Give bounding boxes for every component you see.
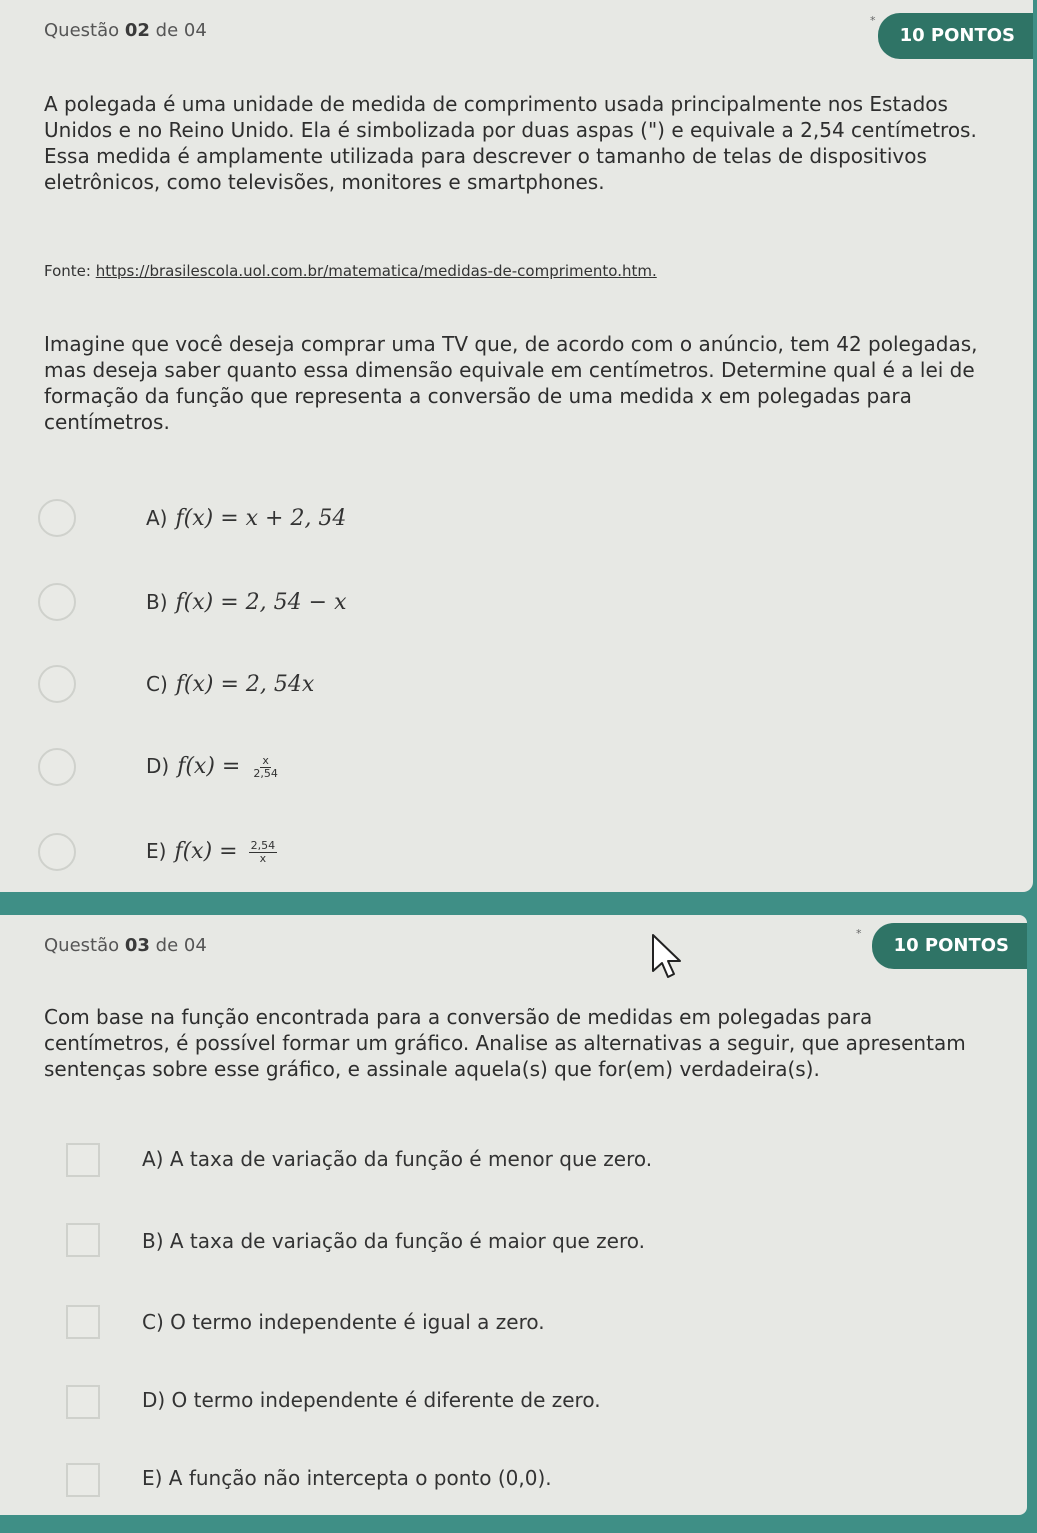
option-e[interactable] [38, 1460, 100, 1500]
points-badge: 10 PONTOS [878, 13, 1033, 59]
option-b[interactable]: B) f(x) = 2, 54 − x [38, 582, 76, 622]
option-d-label: D) O termo independente é diferente de zero. [142, 1388, 601, 1412]
option-a-label: A) A taxa de variação da função é menor que zero. [142, 1147, 653, 1171]
fraction: $\frac{2,54}{x}$ [250, 839, 276, 865]
option-e[interactable]: E) f(x) = $\frac{2,54}{x}$ [38, 832, 76, 872]
option-b[interactable] [38, 1220, 100, 1260]
option-c[interactable] [38, 1302, 100, 1342]
points-badge: 10 PONTOS [872, 923, 1027, 969]
checkbox[interactable] [66, 1463, 100, 1497]
checkbox[interactable] [66, 1143, 100, 1177]
radio-button[interactable] [38, 833, 76, 871]
radio-button[interactable] [38, 499, 76, 537]
question-text: Imagine que você deseja comprar uma TV que, de acordo com o anúncio, tem 42 polegadas, mas deseja saber quanto essa dimensão equivale em centímetros. Determine qual é a lei de formação da função que representa a conversão de uma medida x em polegadas para centímetros. [44, 332, 978, 434]
option-c[interactable]: C) f(x) = 2, 54x [38, 664, 76, 704]
option-b-label: B) A taxa de variação da função é maior que zero. [142, 1229, 645, 1253]
option-a[interactable]: A) f(x) = x + 2, 54 [38, 498, 76, 538]
question-03-card [0, 915, 1027, 1515]
checkbox[interactable] [66, 1223, 100, 1257]
question-text: Com base na função encontrada para a conversão de medidas em polegadas para centímetros, é possível formar um gráfico. Analise as alternativas a seguir, que apresentam sentenças sobre esse gráfico, e assinale aquela(s) que for(em) verdadeira(s). [44, 1005, 966, 1081]
radio-button[interactable] [38, 665, 76, 703]
radio-button[interactable] [38, 583, 76, 621]
fraction: $\frac{x}{2,54}$ [253, 754, 278, 780]
source-link[interactable]: https://brasilescola.uol.com.br/matematica/medidas-de-comprimento.htm. [95, 262, 657, 280]
option-d[interactable]: D) f(x) = $\frac{x}{2,54}$ [38, 747, 76, 787]
radio-button[interactable] [38, 748, 76, 786]
question-intro: A polegada é uma unidade de medida de comprimento usada principalmente nos Estados Unidos e no Reino Unido. Ela é simbolizada por duas aspas (") e equivale a 2,54 centímetros. Essa medida é amplamente utilizada para descrever o tamanho de telas de dispositivos eletrônicos, como televisões, monitores e smartphones. [44, 92, 977, 194]
checkbox[interactable] [66, 1385, 100, 1419]
source-line: Fonte: https://brasilescola.uol.com.br/matematica/medidas-de-comprimento.htm. [44, 262, 657, 280]
checkbox[interactable] [66, 1305, 100, 1339]
option-a[interactable] [38, 1140, 100, 1180]
question-label: Questão 02 de 04 [44, 20, 207, 41]
mouse-cursor-icon [650, 933, 684, 979]
question-label: Questão 03 de 04 [44, 935, 207, 956]
required-star: * [856, 927, 862, 940]
option-c-label: C) O termo independente é igual a zero. [142, 1310, 545, 1334]
required-star: * [870, 14, 876, 27]
option-d[interactable] [38, 1382, 100, 1422]
option-e-label: E) A função não intercepta o ponto (0,0). [142, 1466, 552, 1490]
